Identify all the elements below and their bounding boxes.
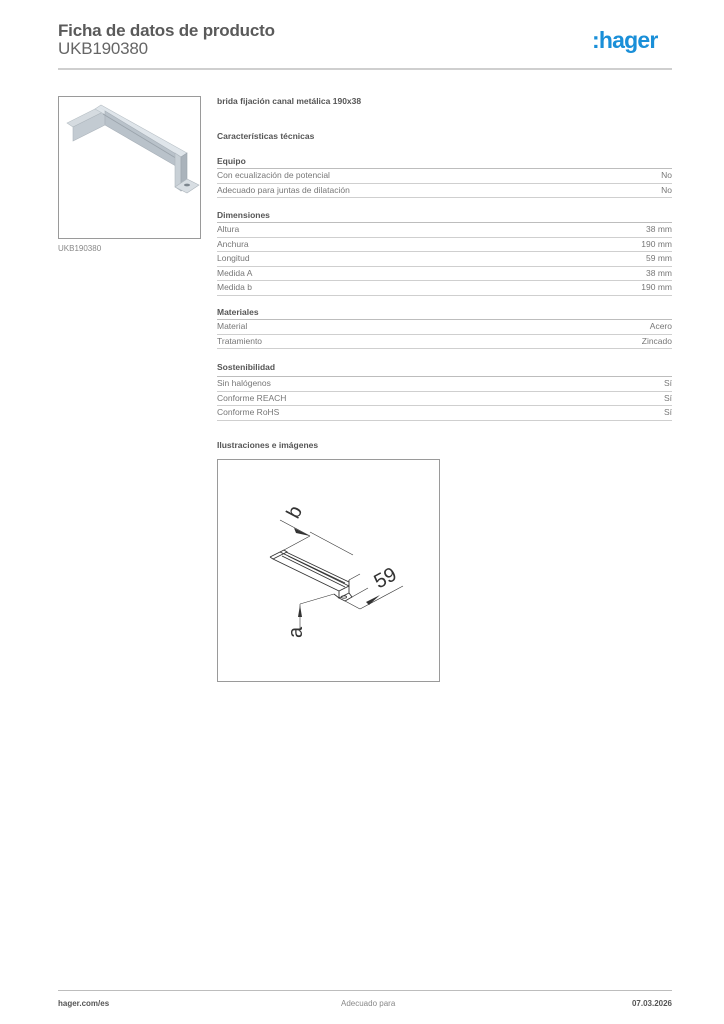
section-title: Materiales [217,306,672,320]
image-caption: UKB190380 [58,244,102,253]
section-title: Equipo [217,155,672,169]
spec-value: No [661,184,672,195]
spec-label: Anchura [217,238,249,249]
spec-value: Sí [663,407,672,418]
spec-label: Con ecualización de potencial [217,170,330,180]
spec-row [217,238,672,253]
footer-center-text: Adecuado para [341,999,396,1008]
spec-row [217,169,672,184]
product-reference: UKB190380 [58,39,148,58]
spec-value: Zincado [641,335,672,346]
dimension-drawing [217,459,440,682]
spec-label: Adecuado para juntas de dilatación [217,184,350,195]
spec-value: 190 mm [641,238,672,249]
spec-value: Acero [649,321,672,331]
footer-date: 07.03.2026 [631,999,672,1008]
section-equipo [217,155,672,198]
label-b: b [282,502,308,523]
spec-row [217,377,672,392]
section-materiales [217,306,672,349]
spec-row [217,335,672,350]
spec-label: Conforme REACH [217,392,287,403]
characteristics-heading: Características técnicas [217,131,315,141]
spec-row [217,320,672,335]
spec-value: Sí [663,392,672,403]
footer-divider [58,990,672,991]
spec-value: Sí [663,378,672,388]
spec-row [217,184,672,199]
label-59: 59 [370,563,401,594]
spec-row [217,252,672,267]
spec-row [217,392,672,407]
spec-row [217,267,672,282]
section-dimensiones [217,209,672,296]
section-title: Sostenibilidad [217,361,672,377]
spec-label: Medida A [217,267,253,278]
page-title: Ficha de datos de producto [58,21,275,40]
spec-value: 59 mm [646,253,672,264]
spec-value: 190 mm [641,282,672,293]
product-name: brida fijación canal metálica 190x38 [217,96,362,106]
spec-label: Sin halógenos [217,378,271,388]
footer-website-link[interactable]: hager.com/es [58,999,110,1008]
spec-label: Longitud [217,253,250,264]
spec-label: Material [217,321,248,331]
spec-row [217,406,672,421]
section-title: Dimensiones [217,209,672,223]
spec-row [217,281,672,296]
spec-label: Altura [217,224,240,234]
spec-value: 38 mm [646,267,672,278]
spec-label: Tratamiento [217,335,263,346]
illustrations-heading: Ilustraciones e imágenes [217,440,319,450]
section-sostenibilidad [217,361,672,421]
header-divider [58,68,672,70]
bracket-dimension-drawing-icon [218,460,439,681]
bracket-photo-icon [59,97,200,238]
label-a: a [285,626,307,638]
spec-value: No [661,170,672,180]
hager-logo: :hager [592,27,658,53]
spec-label: Medida b [217,282,252,293]
product-image [58,96,201,239]
spec-row [217,223,672,238]
spec-value: 38 mm [646,224,672,234]
spec-label: Conforme RoHS [217,407,280,418]
